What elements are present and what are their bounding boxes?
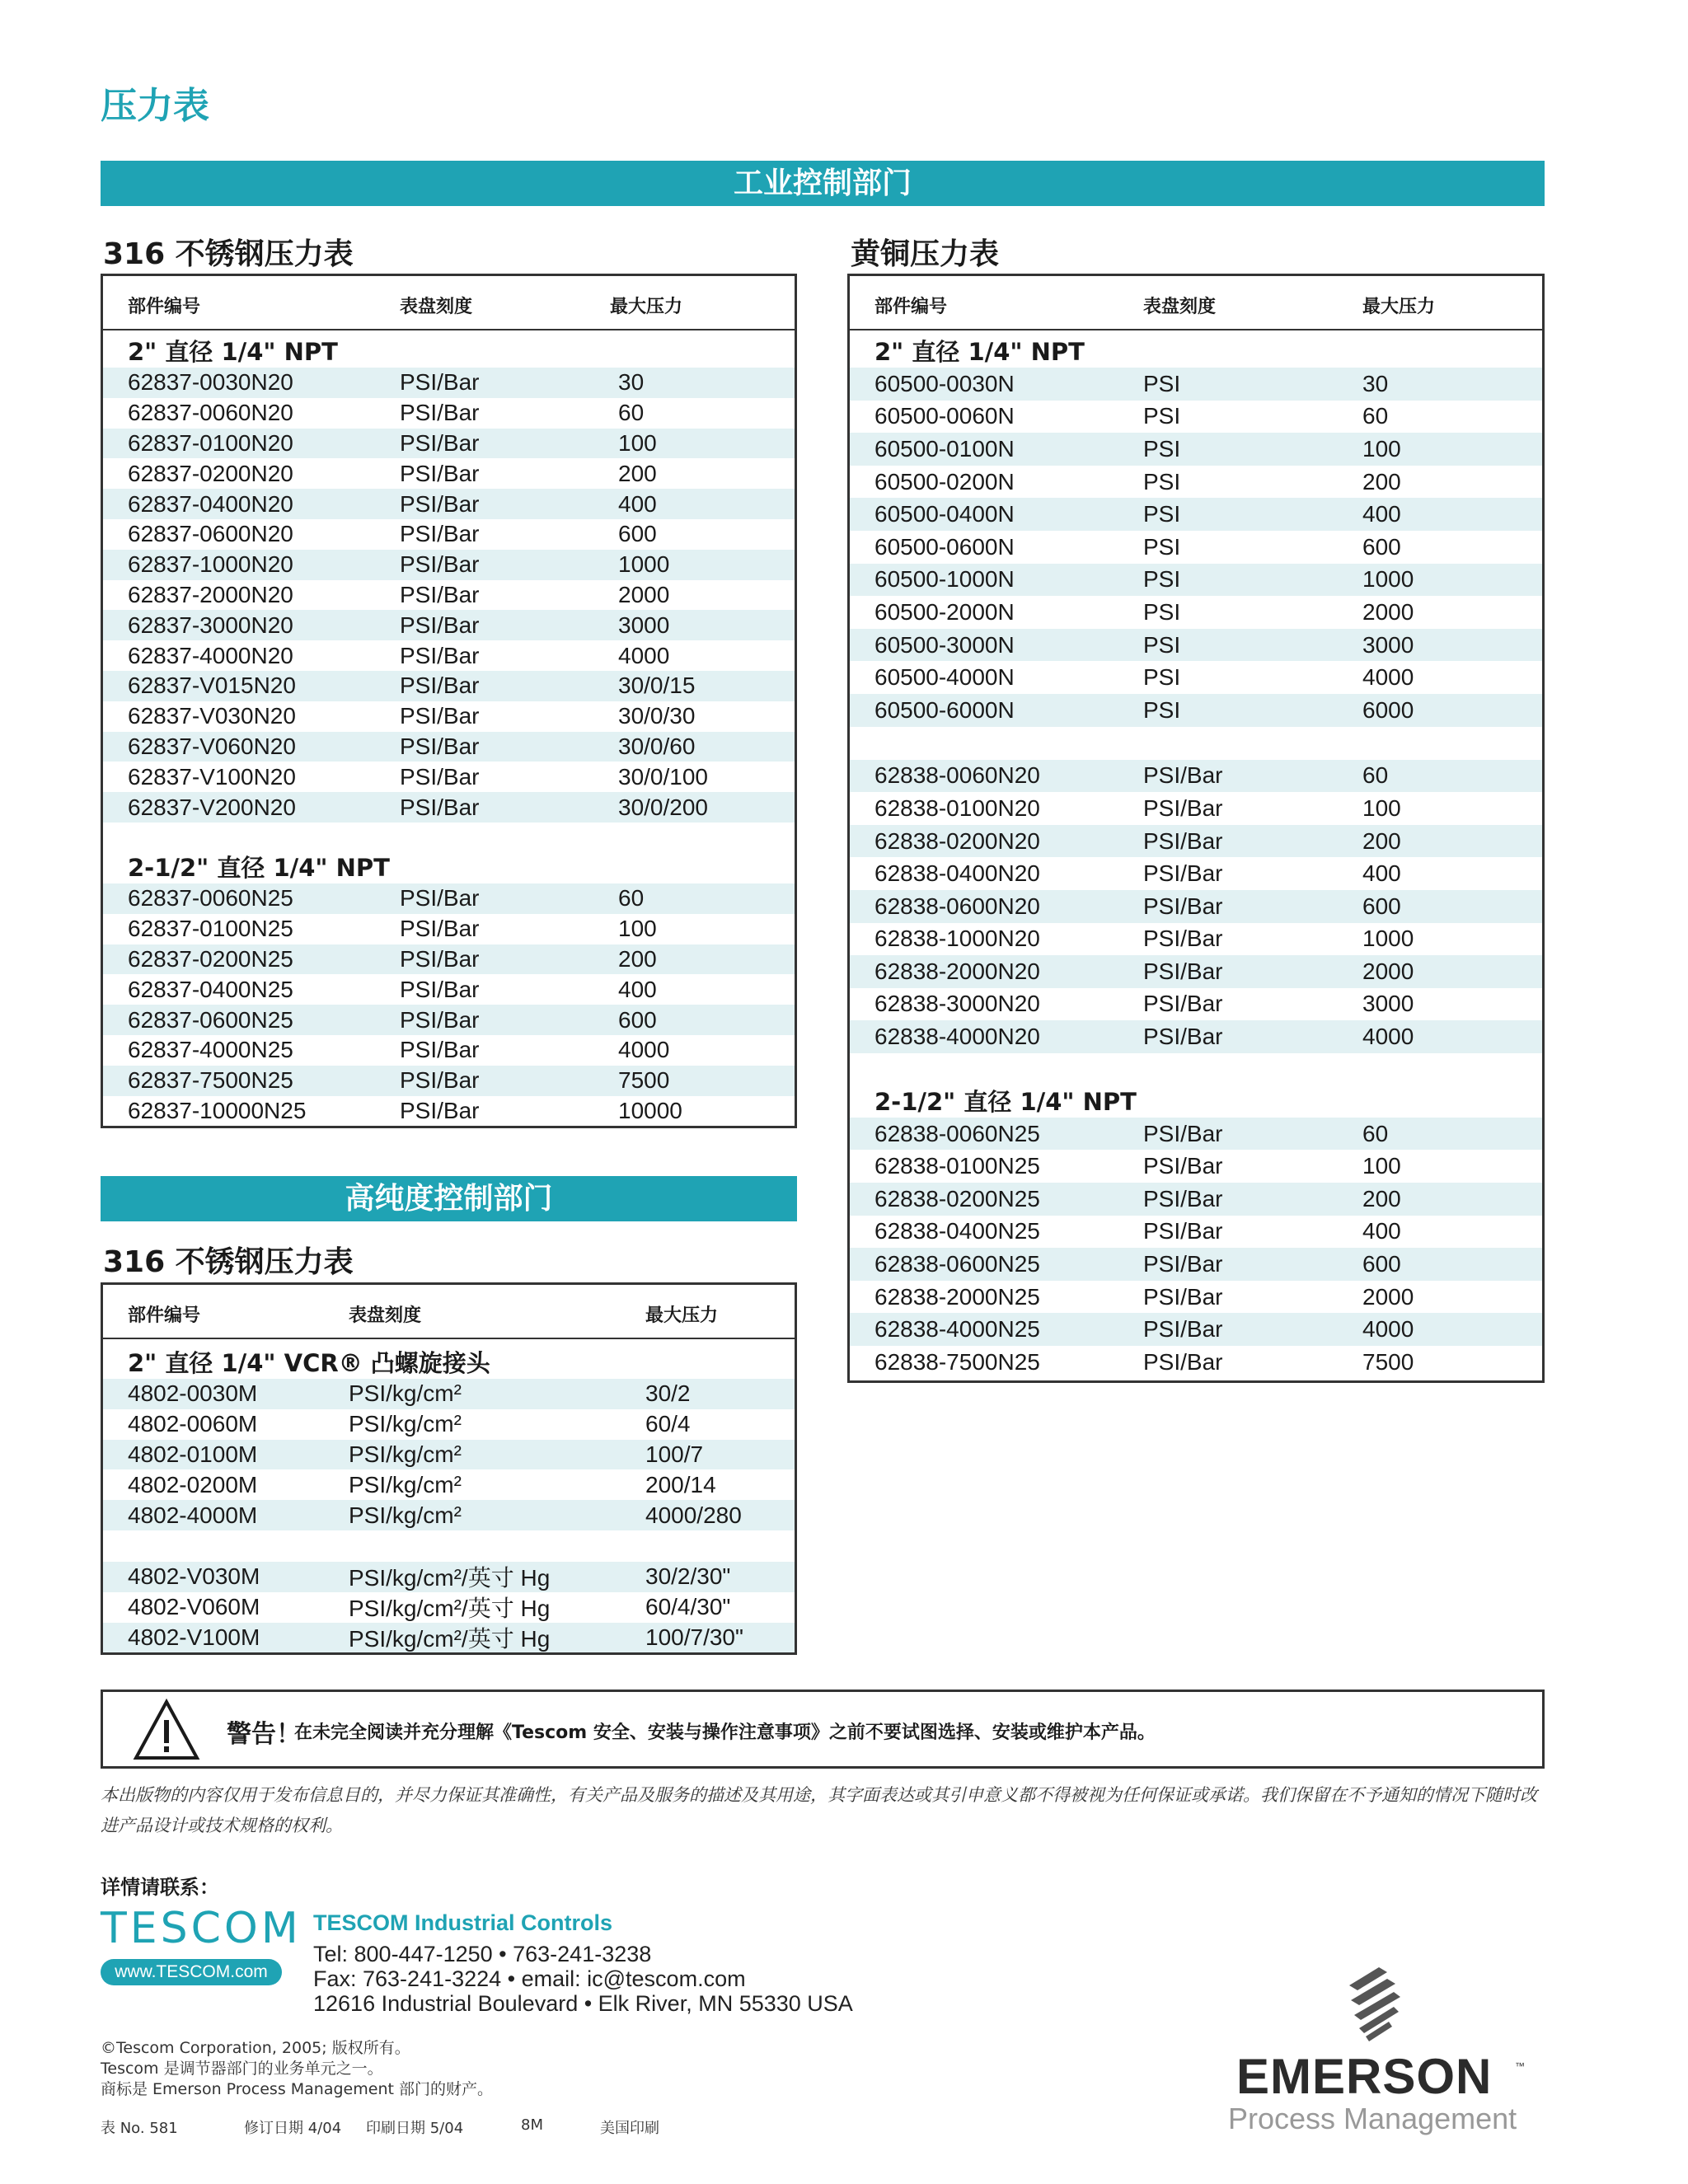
group-label: 2-1/2" 直径 1/4" NPT: [128, 853, 390, 882]
table-row: [103, 792, 795, 823]
max-pressure-cell: 3000: [618, 612, 670, 638]
table-row: [103, 944, 795, 975]
warning-box: [101, 1690, 1545, 1769]
max-pressure-cell: 2000: [1362, 598, 1414, 625]
part-number-cell: 62838-4000N25: [874, 1316, 1040, 1343]
max-pressure-cell: 400: [1362, 501, 1401, 527]
table-row: [103, 640, 795, 671]
table-row: [103, 1379, 795, 1409]
part-number-cell: 62838-2000N25: [874, 1283, 1040, 1310]
max-pressure-cell: 2000: [1362, 1283, 1414, 1310]
dial-scale-cell: PSI/kg/cm²: [349, 1471, 462, 1497]
dial-scale-cell: PSI/kg/cm²/英寸 Hg: [349, 1625, 551, 1652]
max-pressure-cell: 200: [1362, 468, 1401, 494]
dial-scale-cell: PSI: [1143, 631, 1181, 658]
part-number-cell: 62838-0400N20: [874, 860, 1040, 887]
revision-date: 修订日期 4/04: [244, 2120, 342, 2137]
part-number-cell: 4802-V060M: [128, 1594, 260, 1620]
part-number-cell: 62837-3000N20: [128, 612, 293, 638]
group-label: 2" 直径 1/4" NPT: [874, 338, 1085, 366]
dial-scale-cell: PSI/Bar: [400, 916, 480, 942]
max-pressure-cell: 30/2: [645, 1380, 691, 1407]
table-row: [103, 398, 795, 429]
table-row: [850, 760, 1542, 793]
max-pressure-cell: 400: [1362, 1218, 1401, 1244]
high-purity-ss-table: [101, 1282, 797, 1655]
industrial-ss-table: [101, 274, 797, 1128]
max-pressure-cell: 1000: [1362, 926, 1414, 952]
max-pressure-cell: 100: [618, 429, 657, 456]
print-quantity: 8M: [521, 2116, 543, 2134]
industrial-brass-title: 黄铜压力表: [851, 237, 1000, 271]
table-row: [103, 580, 795, 611]
group-label: 2-1/2" 直径 1/4" NPT: [874, 1087, 1137, 1116]
industrial-ss-title: 316 不锈钢压力表: [103, 237, 354, 271]
group-label: 2" 直径 1/4" VCR® 凸螺旋接头: [128, 1349, 490, 1377]
part-number-cell: 62837-0200N25: [128, 945, 293, 972]
max-pressure-cell: 60: [618, 400, 645, 426]
warning-triangle-icon: [133, 1699, 200, 1761]
part-number-cell: 62838-0200N25: [874, 1185, 1040, 1212]
max-pressure-cell: 1000: [618, 551, 670, 578]
table-row: [103, 1500, 795, 1530]
max-pressure-cell: 7500: [1362, 1348, 1414, 1375]
dial-scale-cell: PSI: [1143, 403, 1181, 429]
dial-scale-cell: PSI: [1143, 468, 1181, 494]
part-number-cell: 62837-V100N20: [128, 763, 296, 790]
table-row: [850, 498, 1542, 531]
table-row: [850, 596, 1542, 629]
part-number-cell: 62837-10000N25: [128, 1097, 307, 1123]
part-number-cell: 62837-2000N20: [128, 581, 293, 607]
part-number-cell: 62837-7500N25: [128, 1067, 293, 1094]
dial-scale-cell: PSI/Bar: [1143, 827, 1223, 854]
max-pressure-cell: 10000: [618, 1097, 682, 1123]
table-row: [103, 1409, 795, 1440]
max-pressure-cell: 30/0/200: [618, 794, 708, 820]
max-pressure-cell: 3000: [1362, 631, 1414, 658]
part-number-cell: 62837-0030N20: [128, 369, 293, 396]
table-row: [103, 1592, 795, 1623]
contact-address: 12616 Industrial Boulevard • Elk River, MN 55330 USA: [313, 1991, 853, 2016]
part-number-cell: 62837-V200N20: [128, 794, 296, 820]
max-pressure-cell: 100: [1362, 794, 1401, 821]
max-pressure-cell: 4000/280: [645, 1502, 742, 1528]
part-number-cell: 60500-3000N: [874, 631, 1015, 658]
dial-scale-cell: PSI/Bar: [1143, 958, 1223, 984]
part-number-cell: 4802-0200M: [128, 1471, 258, 1497]
part-number-cell: 62837-V030N20: [128, 703, 296, 729]
part-number-cell: 4802-4000M: [128, 1502, 258, 1528]
table-header: [850, 276, 1542, 330]
contact-tel: Tel: 800-447-1250 • 763-241-3238: [313, 1942, 652, 1966]
dial-scale-cell: PSI/Bar: [1143, 860, 1223, 887]
part-number-cell: 62838-0060N25: [874, 1120, 1040, 1146]
disclaimer-text: 本出版物的内容仅用于发布信息目的，并尽力保证其准确性，有关产品及服务的描述及其用途，其字面表达或其引申意义都不得被视为任何保证或承诺。我们保留在不予通知的情况下随时改进产品设计或技术规格的权利。: [101, 1785, 1537, 1835]
part-number-cell: 62838-3000N20: [874, 991, 1040, 1017]
table-row: [850, 890, 1542, 923]
warning-label: 警告！: [227, 1720, 301, 1749]
group-label: 2" 直径 1/4" NPT: [128, 338, 338, 366]
table-row: [850, 694, 1542, 727]
industrial-brass-table: [847, 274, 1545, 1383]
dial-scale-cell: PSI: [1143, 696, 1181, 723]
table-row: [103, 974, 795, 1005]
max-pressure-cell: 60: [618, 885, 645, 912]
part-number-cell: 62838-4000N20: [874, 1024, 1040, 1050]
max-pressure-cell: 4000: [618, 642, 670, 668]
max-pressure-cell: 30/0/60: [618, 733, 696, 759]
part-number-cell: 60500-0100N: [874, 435, 1015, 462]
industrial-section-band: 工业控制部门: [101, 161, 1545, 206]
dial-scale-cell: PSI/Bar: [400, 369, 480, 396]
copyright-line: 商标是 Emerson Process Management 部门的财产。: [101, 2080, 493, 2098]
max-pressure-cell: 7500: [618, 1067, 670, 1094]
table-row: [103, 458, 795, 489]
part-number-cell: 4802-V030M: [128, 1563, 260, 1590]
table-row: [103, 1096, 795, 1127]
dial-scale-cell: PSI/Bar: [400, 490, 480, 517]
contact-label: 详情请联系：: [101, 1876, 219, 1899]
column-header: 部件编号: [128, 1305, 201, 1326]
dial-scale-cell: PSI: [1143, 533, 1181, 560]
form-number: 表 No. 581: [101, 2120, 178, 2137]
column-header: 表盘刻度: [349, 1305, 422, 1326]
max-pressure-cell: 100: [618, 916, 657, 942]
table-row: [103, 368, 795, 398]
part-number-cell: 62837-0600N25: [128, 1006, 293, 1033]
part-number-cell: 62837-0060N25: [128, 885, 293, 912]
dial-scale-cell: PSI: [1143, 664, 1181, 691]
dial-scale-cell: PSI/Bar: [400, 794, 480, 820]
table-row: [850, 988, 1542, 1021]
table-row: [103, 1440, 795, 1470]
dial-scale-cell: PSI: [1143, 566, 1181, 593]
max-pressure-cell: 4000: [618, 1037, 670, 1063]
table-row: [103, 701, 795, 732]
dial-scale-cell: PSI/kg/cm²/英寸 Hg: [349, 1596, 551, 1622]
dial-scale-cell: PSI/Bar: [400, 400, 480, 426]
part-number-cell: 62837-4000N25: [128, 1037, 293, 1063]
dial-scale-cell: PSI/Bar: [400, 551, 480, 578]
max-pressure-cell: 600: [618, 521, 657, 547]
part-number-cell: 60500-1000N: [874, 566, 1015, 593]
max-pressure-cell: 30/2/30": [645, 1563, 731, 1590]
max-pressure-cell: 100: [1362, 435, 1401, 462]
dial-scale-cell: PSI/Bar: [1143, 1283, 1223, 1310]
max-pressure-cell: 30/0/15: [618, 673, 696, 699]
max-pressure-cell: 400: [618, 976, 657, 1002]
print-date: 印刷日期 5/04: [366, 2120, 464, 2137]
column-header: 表盘刻度: [1143, 297, 1217, 317]
max-pressure-cell: 200: [1362, 827, 1401, 854]
table-row: [850, 825, 1542, 858]
company-name: TESCOM Industrial Controls: [313, 1910, 613, 1935]
max-pressure-cell: 2000: [1362, 958, 1414, 984]
part-number-cell: 62837-0400N20: [128, 490, 293, 517]
table-row: [103, 671, 795, 701]
table-row: [850, 564, 1542, 597]
max-pressure-cell: 1000: [1362, 566, 1414, 593]
max-pressure-cell: 600: [1362, 893, 1401, 919]
table-row: [103, 519, 795, 550]
tescom-logo: TESCOM: [101, 1904, 302, 1953]
part-number-cell: 60500-0030N: [874, 370, 1015, 396]
part-number-cell: 62838-0060N20: [874, 762, 1040, 789]
group-spacer: [103, 1530, 795, 1562]
part-number-cell: 60500-0200N: [874, 468, 1015, 494]
part-number-cell: 62837-1000N20: [128, 551, 293, 578]
part-number-cell: 62838-7500N25: [874, 1348, 1040, 1375]
emerson-mark-icon: [1339, 1966, 1405, 2048]
part-number-cell: 4802-0030M: [128, 1380, 258, 1407]
part-number-cell: 60500-0400N: [874, 501, 1015, 527]
part-number-cell: 62837-V060N20: [128, 733, 296, 759]
table-row: [850, 1118, 1542, 1151]
max-pressure-cell: 200: [1362, 1185, 1401, 1212]
table-row: [850, 1346, 1542, 1379]
table-row: [850, 1020, 1542, 1053]
max-pressure-cell: 600: [1362, 533, 1401, 560]
high-purity-ss-title: 316 不锈钢压力表: [103, 1245, 354, 1279]
dial-scale-cell: PSI/Bar: [1143, 1153, 1223, 1179]
dial-scale-cell: PSI/Bar: [1143, 1120, 1223, 1146]
column-header: 最大压力: [610, 297, 683, 317]
table-row: [850, 955, 1542, 988]
dial-scale-cell: PSI/Bar: [400, 703, 480, 729]
table-row: [103, 1562, 795, 1592]
part-number-cell: 60500-6000N: [874, 696, 1015, 723]
dial-scale-cell: PSI/Bar: [1143, 1218, 1223, 1244]
max-pressure-cell: 400: [618, 490, 657, 517]
dial-scale-cell: PSI/Bar: [1143, 794, 1223, 821]
table-row: [850, 1281, 1542, 1314]
table-row: [103, 1035, 795, 1066]
max-pressure-cell: 200/14: [645, 1471, 716, 1497]
table-row: [103, 429, 795, 459]
part-number-cell: 62837-0100N20: [128, 429, 293, 456]
dial-scale-cell: PSI/Bar: [400, 1097, 480, 1123]
part-number-cell: 62837-0600N20: [128, 521, 293, 547]
table-row: [103, 1005, 795, 1035]
part-number-cell: 62838-0200N20: [874, 827, 1040, 854]
max-pressure-cell: 2000: [618, 581, 670, 607]
dial-scale-cell: PSI/kg/cm²: [349, 1441, 462, 1467]
max-pressure-cell: 60: [1362, 1120, 1389, 1146]
table-row: [850, 433, 1542, 466]
part-number-cell: 62837-0400N25: [128, 976, 293, 1002]
table-row: [850, 1313, 1542, 1346]
max-pressure-cell: 100/7: [645, 1441, 704, 1467]
part-number-cell: 62837-0100N25: [128, 916, 293, 942]
table-row: [103, 1469, 795, 1500]
max-pressure-cell: 60: [1362, 762, 1389, 789]
table-row: [850, 368, 1542, 401]
max-pressure-cell: 30: [618, 369, 645, 396]
dial-scale-cell: PSI/kg/cm²: [349, 1380, 462, 1407]
part-number-cell: 4802-0060M: [128, 1411, 258, 1437]
max-pressure-cell: 30/0/100: [618, 763, 708, 790]
dial-scale-cell: PSI/Bar: [1143, 926, 1223, 952]
max-pressure-cell: 60/4: [645, 1411, 691, 1437]
part-number-cell: 62838-0600N20: [874, 893, 1040, 919]
dial-scale-cell: PSI/Bar: [400, 612, 480, 638]
dial-scale-cell: PSI/Bar: [400, 733, 480, 759]
part-number-cell: 4802-V100M: [128, 1624, 260, 1650]
table-row: [850, 923, 1542, 956]
column-header: 最大压力: [1362, 297, 1436, 317]
dial-scale-cell: PSI/Bar: [1143, 762, 1223, 789]
dial-scale-cell: PSI/Bar: [400, 976, 480, 1002]
max-pressure-cell: 4000: [1362, 664, 1414, 691]
table-header: [103, 1285, 795, 1339]
dial-scale-cell: PSI: [1143, 598, 1181, 625]
table-row: [103, 732, 795, 762]
dial-scale-cell: PSI/Bar: [400, 460, 480, 486]
column-header: 最大压力: [645, 1305, 719, 1326]
dial-scale-cell: PSI: [1143, 435, 1181, 462]
emerson-process-management: Process Management: [1228, 2102, 1517, 2135]
part-number-cell: 62838-0100N20: [874, 794, 1040, 821]
table-row: [850, 1150, 1542, 1183]
max-pressure-cell: 600: [618, 1006, 657, 1033]
column-header: 部件编号: [128, 297, 201, 317]
part-number-cell: 62837-0060N20: [128, 400, 293, 426]
table-row: [103, 1066, 795, 1096]
dial-scale-cell: PSI/Bar: [1143, 991, 1223, 1017]
part-number-cell: 62838-0600N25: [874, 1251, 1040, 1277]
table-row: [850, 466, 1542, 499]
dial-scale-cell: PSI/Bar: [1143, 1316, 1223, 1343]
emerson-logo: EMERSON: [1236, 2049, 1493, 2104]
table-row: [850, 857, 1542, 890]
part-number-cell: 62838-0400N25: [874, 1218, 1040, 1244]
column-header: 表盘刻度: [400, 297, 473, 317]
dial-scale-cell: PSI/Bar: [1143, 1185, 1223, 1212]
part-number-cell: 62838-2000N20: [874, 958, 1040, 984]
group-spacer: [850, 727, 1542, 760]
max-pressure-cell: 100: [1362, 1153, 1401, 1179]
dial-scale-cell: PSI/Bar: [400, 1067, 480, 1094]
max-pressure-cell: 200: [618, 945, 657, 972]
max-pressure-cell: 30: [1362, 370, 1389, 396]
dial-scale-cell: PSI/kg/cm²/英寸 Hg: [349, 1565, 551, 1591]
table-row: [103, 610, 795, 640]
dial-scale-cell: PSI/Bar: [1143, 893, 1223, 919]
emerson-trademark: ™: [1515, 2060, 1525, 2072]
table-row: [103, 1623, 795, 1653]
table-row: [103, 914, 795, 944]
dial-scale-cell: PSI/Bar: [400, 945, 480, 972]
dial-scale-cell: PSI: [1143, 501, 1181, 527]
table-row: [850, 661, 1542, 694]
warning-text: 在未完全阅读并充分理解《Tescom 安全、安装与操作注意事项》之前不要试图选择、安装或维护本产品。: [294, 1722, 1156, 1743]
table-row: [850, 1248, 1542, 1281]
table-row: [850, 1216, 1542, 1249]
dial-scale-cell: PSI/kg/cm²: [349, 1502, 462, 1528]
table-row: [850, 401, 1542, 434]
dial-scale-cell: PSI/Bar: [400, 885, 480, 912]
part-number-cell: 60500-0060N: [874, 403, 1015, 429]
dial-scale-cell: PSI/Bar: [400, 521, 480, 547]
max-pressure-cell: 400: [1362, 860, 1401, 887]
max-pressure-cell: 200: [618, 460, 657, 486]
max-pressure-cell: 100/7/30": [645, 1624, 743, 1650]
dial-scale-cell: PSI/Bar: [400, 429, 480, 456]
table-row: [103, 883, 795, 914]
dial-scale-cell: PSI/Bar: [400, 763, 480, 790]
part-number-cell: 60500-0600N: [874, 533, 1015, 560]
part-number-cell: 62837-0200N20: [128, 460, 293, 486]
page-title: 压力表: [101, 85, 209, 127]
dial-scale-cell: PSI/Bar: [400, 673, 480, 699]
table-header: [103, 276, 795, 330]
contact-fax-email: Fax: 763-241-3224 • email: ic@tescom.com: [313, 1966, 746, 1991]
copyright-line: ©Tescom Corporation, 2005; 版权所有。: [101, 2039, 410, 2057]
print-country: 美国印刷: [600, 2120, 659, 2137]
part-number-cell: 62837-4000N20: [128, 642, 293, 668]
part-number-cell: 60500-4000N: [874, 664, 1015, 691]
dial-scale-cell: PSI/Bar: [400, 1006, 480, 1033]
dial-scale-cell: PSI/kg/cm²: [349, 1411, 462, 1437]
dial-scale-cell: PSI/Bar: [1143, 1251, 1223, 1277]
part-number-cell: 62837-V015N20: [128, 673, 296, 699]
part-number-cell: 60500-2000N: [874, 598, 1015, 625]
max-pressure-cell: 600: [1362, 1251, 1401, 1277]
copyright-line: Tescom 是调节器部门的业务单元之一。: [101, 2060, 383, 2078]
table-row: [103, 550, 795, 580]
dial-scale-cell: PSI/Bar: [400, 1037, 480, 1063]
dial-scale-cell: PSI/Bar: [400, 581, 480, 607]
table-row: [850, 792, 1542, 825]
part-number-cell: 62838-1000N20: [874, 926, 1040, 952]
dial-scale-cell: PSI/Bar: [400, 642, 480, 668]
table-row: [850, 1183, 1542, 1216]
max-pressure-cell: 30/0/30: [618, 703, 696, 729]
high-purity-section-band: 高纯度控制部门: [101, 1176, 797, 1221]
max-pressure-cell: 3000: [1362, 991, 1414, 1017]
table-row: [103, 762, 795, 792]
max-pressure-cell: 60/4/30": [645, 1594, 731, 1620]
part-number-cell: 62838-0100N25: [874, 1153, 1040, 1179]
max-pressure-cell: 6000: [1362, 696, 1414, 723]
table-row: [850, 531, 1542, 564]
max-pressure-cell: 4000: [1362, 1024, 1414, 1050]
dial-scale-cell: PSI/Bar: [1143, 1024, 1223, 1050]
column-header: 部件编号: [874, 297, 948, 317]
table-row: [850, 629, 1542, 662]
tescom-website-link[interactable]: www.TESCOM.com: [101, 1959, 282, 1985]
dial-scale-cell: PSI/Bar: [1143, 1348, 1223, 1375]
table-row: [103, 489, 795, 519]
max-pressure-cell: 60: [1362, 403, 1389, 429]
part-number-cell: 4802-0100M: [128, 1441, 258, 1467]
max-pressure-cell: 4000: [1362, 1316, 1414, 1343]
dial-scale-cell: PSI: [1143, 370, 1181, 396]
